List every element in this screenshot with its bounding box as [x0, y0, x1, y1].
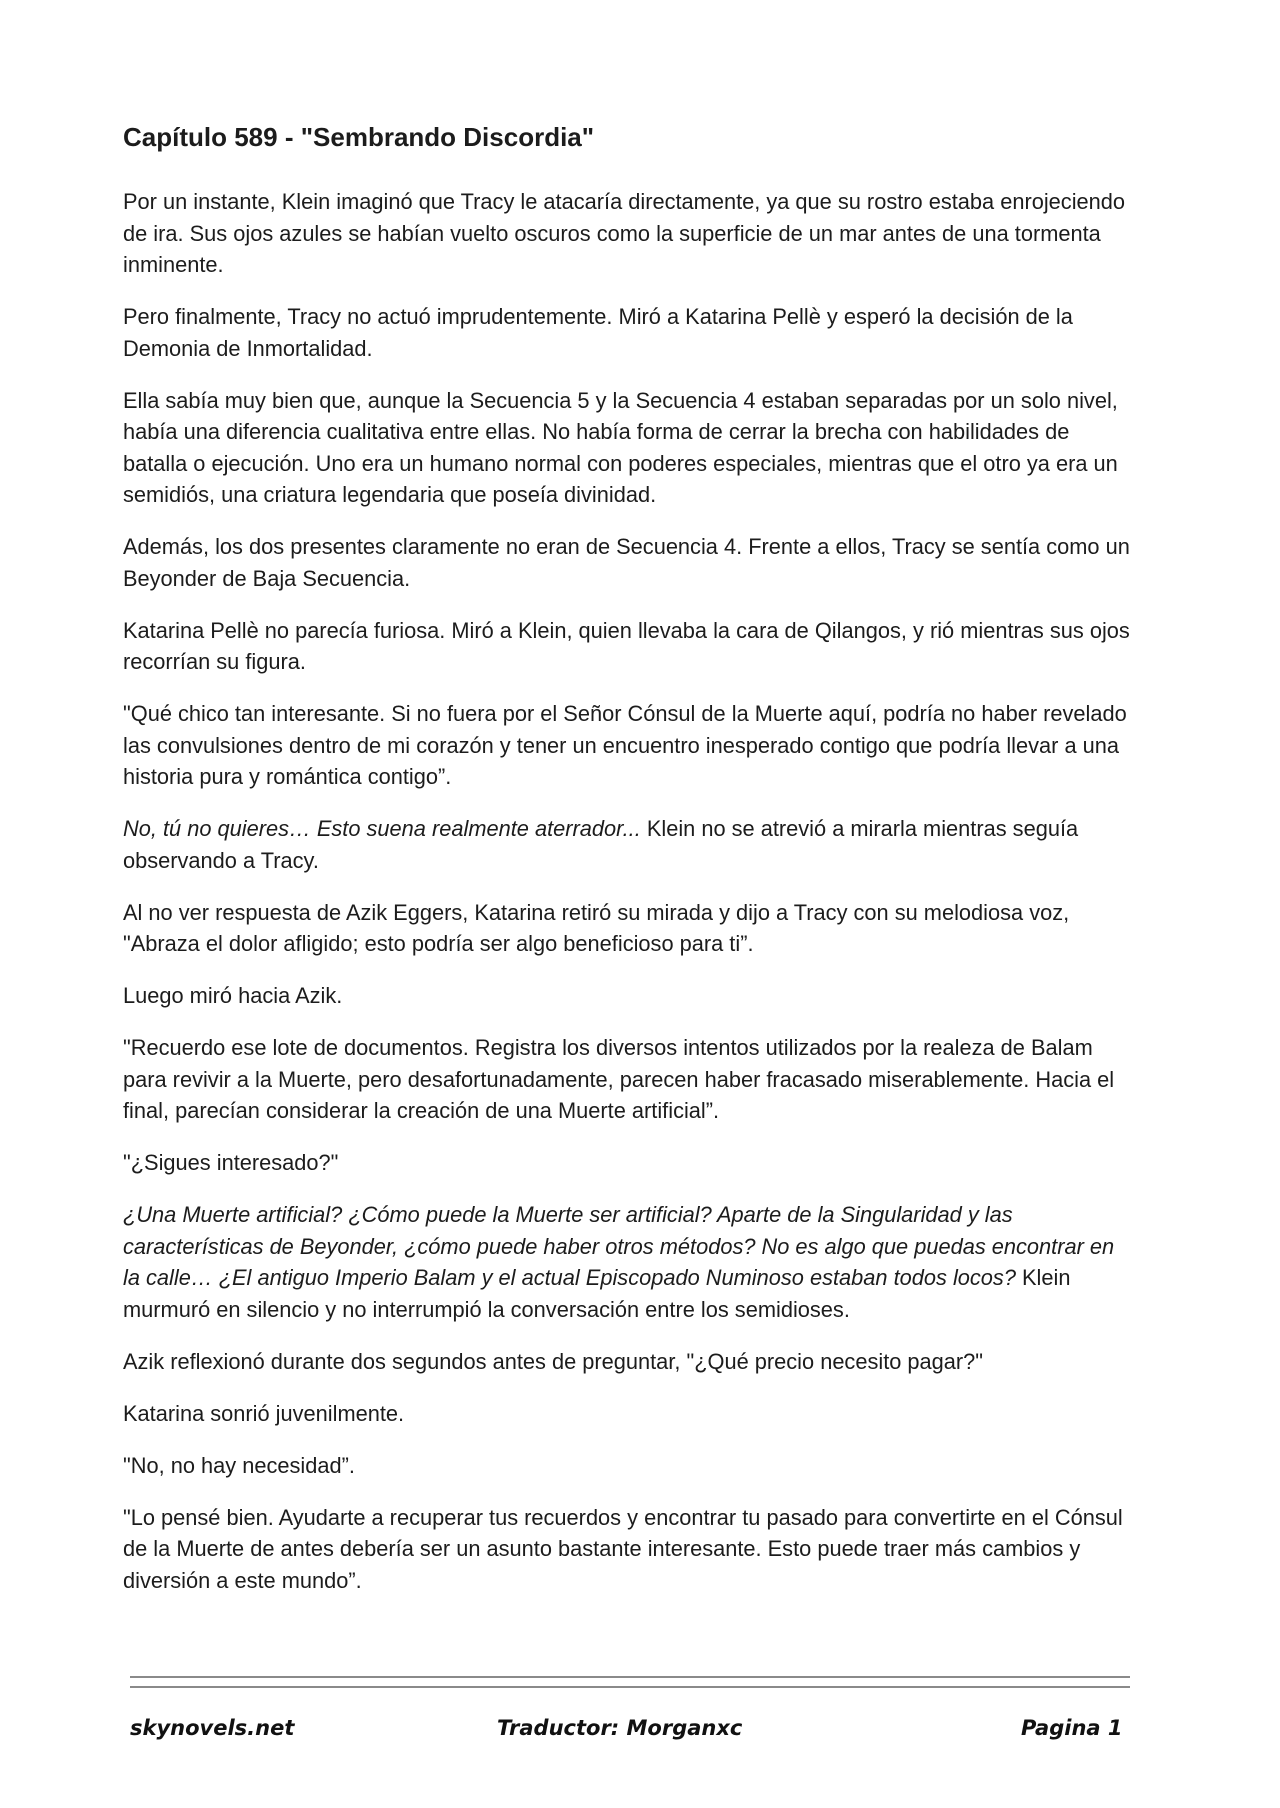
- paragraph-text: Katarina sonrió juvenilmente.: [123, 1400, 405, 1426]
- paragraph-text: Katarina Pellè no parecía furiosa. Miró a Klein, quien llevaba la cara de Qilangos, y rió mientras sus ojos recorrían su figura.: [123, 617, 1130, 674]
- paragraph: [123, 301, 1133, 364]
- paragraph: [123, 897, 1133, 960]
- paragraph: [123, 698, 1133, 793]
- italic-thought: No, tú no quieres… Esto suena realmente aterrador...: [123, 816, 641, 841]
- footer-divider-top: [130, 1676, 1130, 1678]
- paragraph-text: Klein no se atrevió a mirarla mientras seguía observando a Tracy.: [123, 816, 1079, 873]
- paragraph: [123, 1032, 1133, 1127]
- paragraph: [123, 1398, 1133, 1430]
- paragraph-text: Por un instante, Klein imaginó que Tracy le atacaría directamente, ya que su rostro estaba enrojeciendo de ira. Sus ojos azules se habían vuelto oscuros como la superficie de un mar antes de una tormenta inminente.: [123, 189, 1126, 277]
- chapter-body: [123, 186, 1133, 1617]
- paragraph: [123, 615, 1133, 678]
- paragraph: [123, 1147, 1133, 1179]
- paragraph-text: "Qué chico tan interesante. Si no fuera por el Señor Cónsul de la Muerte aquí, podría no haber revelado las convulsiones dentro de mi corazón y tener un encuentro inesperado contigo que podría llevar a una historia pura y romántica contigo”.: [123, 701, 1127, 789]
- paragraph-text: Klein murmuró en silencio y no interrumpió la conversación entre los semidioses.: [123, 1265, 1071, 1322]
- paragraph-text: "Lo pensé bien. Ayudarte a recuperar tus recuerdos y encontrar tu pasado para convertirte en el Cónsul de la Muerte de antes debería ser un asunto bastante interesante. Esto puede traer más cambios y diversión a este mundo”.: [123, 1504, 1123, 1593]
- paragraph: [123, 1450, 1133, 1482]
- paragraph-text: Además, los dos presentes claramente no eran de Secuencia 4. Frente a ellos, Tracy se sentía como un Beyonder de Baja Secuencia.: [123, 534, 1130, 591]
- paragraph-text: "No, no hay necesidad”.: [123, 1452, 355, 1478]
- paragraph: [123, 385, 1133, 511]
- chapter-title: Capítulo 589 - "Sembrando Discordia": [123, 122, 595, 152]
- paragraph-text: Luego miró hacia Azik.: [123, 983, 343, 1008]
- paragraph: [123, 813, 1133, 876]
- paragraph-text: "Recuerdo ese lote de documentos. Registra los diversos intentos utilizados por la realeza de Balam para revivir a la Muerte, pero desafortunadamente, parecen haber fracasado miserablemente. Hacia el final, parecían considerar la creación de una Muerte artificial”.: [123, 1035, 1115, 1123]
- paragraph: [123, 1346, 1133, 1378]
- paragraph: [123, 186, 1133, 281]
- paragraph-text: Pero finalmente, Tracy no actuó imprudentemente. Miró a Katarina Pellè y esperó la decisión de la Demonia de Inmortalidad.: [123, 304, 1073, 361]
- paragraph: [123, 1199, 1133, 1325]
- paragraph: [123, 531, 1133, 594]
- paragraph: [123, 1502, 1133, 1597]
- paragraph-text: "¿Sigues interesado?": [123, 1150, 339, 1175]
- paragraph: [123, 980, 1133, 1012]
- footer-translator: Traductor: Morganxc: [497, 1716, 743, 1740]
- footer-site: skynovels.net: [130, 1716, 295, 1740]
- paragraph-text: Azik reflexionó durante dos segundos antes de preguntar, "¿Qué precio necesito pagar?": [123, 1348, 984, 1374]
- italic-thought: ¿Una Muerte artificial? ¿Cómo puede la Muerte ser artificial? Aparte de la Singularidad y las características de Beyonder, ¿cómo puede haber otros métodos? No es algo que puedas encontrar en la calle… ¿El antiguo Imperio Balam y el actual Episcopado Numinoso estaban todos locos?: [123, 1202, 1115, 1290]
- footer-divider-bottom: [130, 1686, 1130, 1688]
- footer-page-number: Pagina 1: [1021, 1716, 1123, 1740]
- paragraph-text: Ella sabía muy bien que, aunque la Secuencia 5 y la Secuencia 4 estaban separadas por un solo nivel, había una diferencia cualitativa entre ellas. No había forma de cerrar la brecha con habilidades de batalla o ejecución. Uno era un humano normal con poderes especiales, mientras que el otro ya era un semidiós, una criatura legendaria que poseía divinidad.: [123, 387, 1118, 507]
- paragraph-text: Al no ver respuesta de Azik Eggers, Katarina retiró su mirada y dijo a Tracy con su melodiosa voz, "Abraza el dolor afligido; esto podría ser algo beneficioso para ti”.: [123, 899, 1070, 956]
